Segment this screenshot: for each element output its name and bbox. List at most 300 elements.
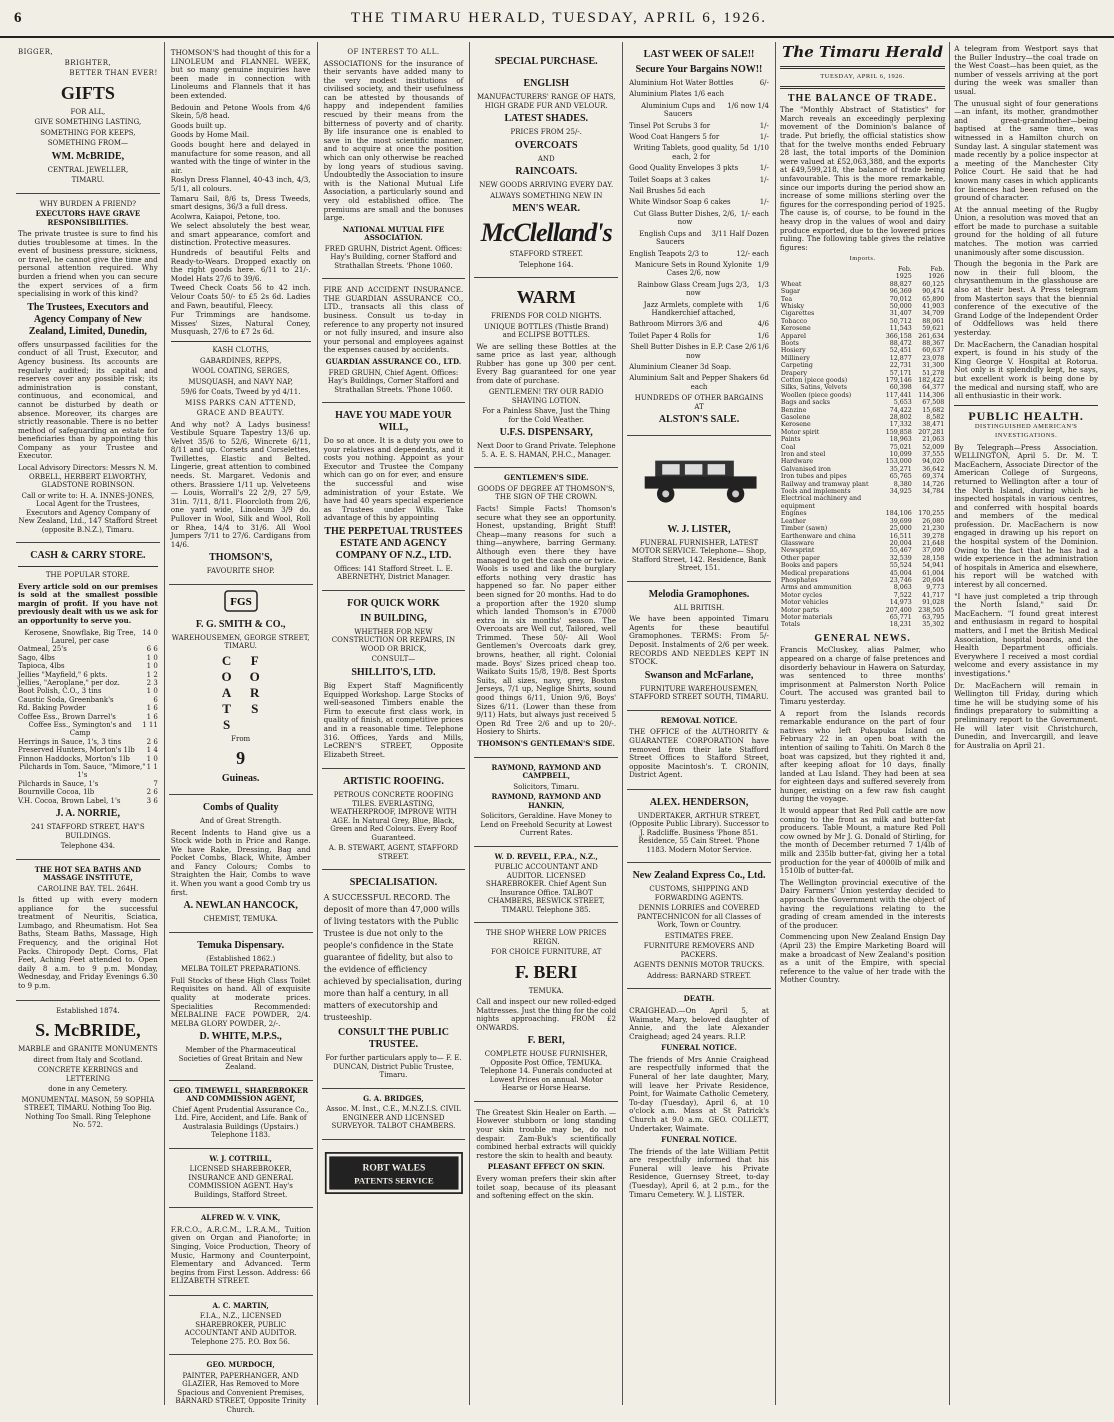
import-item: Other paper <box>780 554 820 562</box>
agents-line: AGENTS DENNIS MOTOR TRUCKS. <box>633 961 765 970</box>
import-value-1925: 5,653 <box>893 399 912 407</box>
fg-letter: S <box>251 700 259 716</box>
import-item: Tobacco <box>780 317 808 325</box>
import-item: Iron and steel <box>780 451 826 459</box>
kash-line: GABARDINES, REPPS, <box>200 356 282 365</box>
import-row <box>780 421 945 428</box>
import-row <box>780 436 945 443</box>
sale-item-price: 3/11 Half Dozen <box>711 229 769 238</box>
import-item: Whisky <box>780 302 805 310</box>
import-value-1926: 65,890 <box>922 295 945 303</box>
sale-item-price: 6/- <box>759 79 769 87</box>
sale-item-name: Cut Glass Butter Dishes, 2/6, now <box>633 209 737 227</box>
bridges-ad <box>322 1089 466 1140</box>
thomsons-gents: THOMSON'S GENTLEMAN'S SIDE. <box>477 739 615 748</box>
shop-heading: THE SHOP WHERE LOW PRICES REIGN. <box>485 929 607 946</box>
thomsons-name: THOMSON'S, <box>209 552 273 564</box>
established: Established 1874. <box>56 1006 120 1015</box>
raincoats-heading: RAINCOATS. <box>515 166 578 177</box>
import-item: Totals <box>780 621 800 629</box>
kash-lines <box>171 346 311 397</box>
import-value-1926: 170,255 <box>918 510 945 518</box>
import-item: Iron tubes and pipes <box>780 473 847 481</box>
fg-smith-name: F. G. SMITH & CO., <box>195 618 286 630</box>
cash-heading: CASH & CARRY STORE. <box>30 550 146 562</box>
temuka-heading: Temuka Dispensary. <box>197 939 285 951</box>
import-value-1925: 179,146 <box>885 376 912 384</box>
import-item: Silks, Satins, Velvets <box>780 384 847 392</box>
import-row <box>780 384 945 391</box>
fg-vertical-letters <box>171 653 311 733</box>
page-columns <box>12 42 1102 1414</box>
martin-text: F.I.A., N.Z., LICENSED SHAREBROKER, PUBLIC ACCOUNTANT AND AUDITOR. Telephone 275. P.O. Box 56. <box>184 1312 297 1346</box>
sale-item-price: 1/3 <box>757 280 769 289</box>
import-value-1926: 238,505 <box>918 606 945 614</box>
import-value-1926: 52,009 <box>922 443 945 451</box>
import-value-1926: 261,634 <box>918 332 945 340</box>
import-value-1925: 207,400 <box>885 606 912 614</box>
col7-text-4: Dr. MacEachern, the Canadian hospital expert, is found in his study of the King George V. Hospital at Rotorua. Not only is it splendidly kept, he says, but excellent work is being done by the medical and nursing staff, who are all enthusiastic in their work. <box>954 339 1099 401</box>
timewell-name: GEO. TIMEWELL, SHAREBROKER AND COMMISSION AGENT, <box>173 1085 309 1104</box>
smcbride-line: MARBLE and GRANITE MONUMENTS <box>18 1045 158 1054</box>
svg-text:PATENTS SERVICE: PATENTS SERVICE <box>353 1175 434 1186</box>
latest-shades: LATEST SHADES. <box>504 113 589 124</box>
import-item: Bags and sacks <box>780 399 830 407</box>
new-goods: NEW GOODS ARRIVING EVERY DAY. <box>479 181 614 189</box>
import-row <box>780 392 945 399</box>
import-value-1925: 18,231 <box>889 621 912 629</box>
norrie-telephone: Telephone 434. <box>60 842 116 851</box>
timewell-ad <box>169 1081 313 1149</box>
import-value-1925: 65,765 <box>889 473 912 481</box>
import-row <box>780 584 945 591</box>
import-value-1926: 61,004 <box>922 569 945 577</box>
building-heading: IN BUILDING, <box>360 612 427 624</box>
henderson-ad <box>627 790 771 864</box>
temuka-ad <box>169 933 313 1081</box>
import-value-1926: 69,374 <box>922 473 945 481</box>
import-value-1926: 28,158 <box>922 554 945 562</box>
column-3 <box>318 42 471 1405</box>
import-value-1925: 50,000 <box>889 302 912 310</box>
import-value-1925: 31,407 <box>889 310 912 318</box>
import-item: Kerosene <box>780 325 811 333</box>
price-row <box>18 746 158 754</box>
import-row <box>780 347 945 354</box>
mcclellands-ad <box>474 42 618 278</box>
import-value-1926: 91,028 <box>922 599 945 607</box>
import-value-1926: 9,773 <box>926 584 945 592</box>
sale-item <box>629 250 769 258</box>
import-value-1926: 23,078 <box>922 354 945 362</box>
melodia-text: We have been appointed Timaru Agents for these beautiful Gramophones. TERMS: From 5/- Deposit. Instalments of 2/6 per week. RECORDS AND NEEDLES KEPT IN STOCK. <box>629 614 769 667</box>
import-value-1925: 153,000 <box>885 458 912 466</box>
import-value-1926: 114,306 <box>918 391 945 399</box>
sale-item-name: Aluminium Salt and Pepper Shakers 6d each <box>629 374 769 391</box>
patents-logo <box>324 1148 464 1198</box>
fg-letter: F <box>250 652 259 668</box>
nz-express-ad <box>627 863 771 989</box>
trustees-ad <box>16 194 160 544</box>
ufs-ad <box>474 278 618 468</box>
import-item: Woollen (piece goods) <box>780 391 852 399</box>
revell-name: W. D. REVELL, F.P.A., N.Z., <box>494 851 598 861</box>
degree-text: Facts! Simple Facts! Thomson's secure what they see an opportunity. Honest, upstanding, Bright Stuff! Cheap—many reasons for such a thing—anywhere, barring Germany. Although even there they have managed to get the cash one or twice. Wools is used and like the burglary efforts nothing very drastic has happened so far. No paper either been signed for 20 months. Had to do a proportion after the 1920 slump which landed Thomson's in £7000 extra in six months' season. The Overcoats are Well cut, Tailored, well Trimmed. These 50/- All Wool Gentlemen's Overcoats dark grey, browns, heather, all right. Colonial made. Boys' Sizes priced cheap too. Waikato Suits 15/8, 19/8. Best Sports Suits, all sizes, navy, grey, Boston Jerseys, 7/1 up, Neglige Shirts, sound good things 6/11, Union 9/6, Boys' Sizes 6/11. (Lower than these from 9/11) Hats, but always just received 5 Open Rd Tree 2/6 and up to 20/-. Hosiery to Shirts. <box>476 503 617 737</box>
import-value-1925: 23,746 <box>889 576 912 584</box>
goods-line: Roslyn Dress Flannel, 40-43 inch, 4/3, 5/11, all colours. <box>170 175 311 193</box>
import-value-1926: 21,648 <box>922 539 945 547</box>
cottrill-ad <box>169 1149 313 1209</box>
revell-text: PUBLIC ACCOUNTANT AND AUDITOR. LICENSED SHAREBROKER. Chief Agent Sun Insurance Office. TALBOT CHAMBERS, BESWICK STREET, TIMARU. Telephone 385. <box>485 863 607 914</box>
price-value: 6 6 <box>146 645 158 654</box>
price-row <box>18 713 158 721</box>
import-row <box>780 414 945 421</box>
import-value-1925: 35,271 <box>889 465 912 473</box>
import-value-1925: 16,511 <box>889 532 912 540</box>
nmla-ad <box>322 42 466 279</box>
pleasant-text: Every woman prefers their skin after toilet soap, because of its pleasant and softening effect on the skin. <box>476 1173 617 1201</box>
price-item: Pilchards in Tom. Sauce, "Mimore," 1's <box>19 763 146 780</box>
import-row <box>780 533 945 540</box>
sale-item-price: 1/10 <box>753 144 769 153</box>
general-text-5: Commencing upon New Zealand Ensign Day (April 23) the Empire Marketing Board will make a broadcast of New Zealand's position as a unit of the Empire, with special reference to the value of her trade with the Mother Country. <box>779 932 946 985</box>
import-value-1925: 8,380 <box>893 480 912 488</box>
gifts-line: SOMETHING FROM— <box>47 139 129 147</box>
goods-line: Tweed Check Coats 56 to 42 inch. Velour Coats 50/- to £5 2s 6d. Ladies and Fawn, beautiful, Fleecy. <box>170 283 311 310</box>
price-value: 1 0 <box>146 754 158 763</box>
price-item: Jellies, "Aeroplane," per doz. <box>18 678 120 687</box>
thomsons-intro: THOMSON'S had thought of this for a LINOLEUM and FLANNEL WEEK, but so many genuine inquiries have been made in connection with Linoleums and Flannels that it has been extended. <box>170 48 311 100</box>
sale-item-name: English Cups and Saucers <box>639 229 702 247</box>
baths-address: CAROLINE BAY. TEL. 264H. <box>37 884 139 893</box>
price-row <box>18 671 158 679</box>
sale-item-name: Manicure Sets in Round Xylonite Cases 2/6, now <box>634 260 752 278</box>
hancock-name: A. NEWLAN HANCOCK, <box>183 900 298 912</box>
funeral-heading-2: FUNERAL NOTICE. <box>661 1135 737 1145</box>
directors: Local Advisory Directors: Messrs N. M. ORBELL, HERBERT ELWORTHY, GLADSTONE ROBINSON. <box>18 464 158 490</box>
price-row <box>18 645 158 653</box>
swanson-text: FURNITURE WAREHOUSEMEN, STAFFORD STREET SOUTH, TIMARU. <box>629 684 769 702</box>
column-5 <box>623 42 776 1405</box>
price-item: Oatmeal, 25's <box>18 645 67 654</box>
raymond2-text: Solicitors, Geraldine. Have Money to Lend on Freehold Security at Lowest Current Rates. <box>480 812 613 837</box>
import-value-1925: 117,441 <box>885 391 912 399</box>
import-value-1926: 60,637 <box>922 347 945 355</box>
will-text: Do so at once. It is a duty you owe to your relatives and dependents, and it costs you nothing. Appoint as your Executor and Trustee the Company which can go on for ever, and ensure the successful and wise administration of your Estate. We have had 40 years special experience as Trustees under Wills. Take advantage of this by appointing <box>323 436 464 523</box>
column-6 <box>776 42 950 1405</box>
overcoats-heading: OVERCOATS <box>514 139 578 151</box>
import-row <box>780 362 945 369</box>
import-value-1926: 90,474 <box>922 288 945 296</box>
sale-item-price: 1/- <box>759 121 769 130</box>
mcbride-town: TIMARU. <box>71 176 105 184</box>
funeral-text: The friends of Mrs Annie Craighead are respectfully informed that the Funeral of her late daughter, Mary, will leave her Private Residence, Point, for Waimate Catholic Cemetery, To-day (Tuesday), April 6, at 10 o'clock a.m. Mass at St Patrick's Church at 9.0 a.m. GEO. COLLETT, Undertaker, Waimate. <box>629 1054 769 1133</box>
goods-line: Goods built up. <box>170 120 227 130</box>
price-item: Caustic Soda, Greenbank's <box>18 695 114 704</box>
import-row <box>780 562 945 569</box>
sale-item-price: 1/- <box>759 198 769 207</box>
mcbride-trade: CENTRAL JEWELLER, <box>47 165 129 174</box>
import-value-1925: 34,925 <box>889 488 912 496</box>
import-item: Motor parts <box>780 606 820 614</box>
column-1 <box>12 42 165 1405</box>
price-value: 1 4 <box>146 746 158 755</box>
price-row <box>18 755 158 763</box>
import-item: Millinery <box>780 354 810 362</box>
bridges-text: Assoc. M. Inst., C.E., M.N.Z.I.S. CIVIL ENGINEER AND LICENSED SURVEYOR. TALBOT CHAMBERS. <box>326 1105 461 1131</box>
removal-heading: REMOVAL NOTICE. <box>660 715 738 725</box>
furniture-line: FURNITURE REMOVERS AND PACKERS. <box>643 942 755 959</box>
warm-sub: FRIENDS FOR COLD NIGHTS. <box>491 312 602 320</box>
import-item: Boots <box>780 339 799 347</box>
temuka-est: (Established 1862.) <box>206 954 276 963</box>
import-value-1926: 31,300 <box>922 362 945 370</box>
import-value-1926: 21,063 <box>922 436 945 444</box>
lister-text: FUNERAL FURNISHER, LATEST MOTOR SERVICE. Telephone— Shop, Stafford Street, 142. Residence, Bank Street, 151. <box>631 538 767 573</box>
shillitos-ad <box>322 591 466 769</box>
combs-sub: And of Great Strength. <box>200 817 282 825</box>
import-value-1926: 182,422 <box>918 376 945 384</box>
mcbride-gifts-ad <box>16 42 160 194</box>
import-value-1926: 34,784 <box>922 488 945 496</box>
funeral-heading: FUNERAL NOTICE. <box>661 1043 737 1053</box>
import-value-1925: 65,771 <box>889 613 912 621</box>
general-news-heading: GENERAL NEWS. <box>814 632 911 644</box>
import-row <box>780 303 945 310</box>
executors-text: The private trustee is sure to find his duties troublesome at times. In the event of business pressure, sickness, or travel, he cannot give the time and personal attention required. Why burden a friend when you can secure the expert services of a firm specialising in work of this kind? <box>18 229 158 299</box>
grace-beauty: GRACE AND BEAUTY. <box>196 409 285 417</box>
import-value-1925: 96,369 <box>889 288 912 296</box>
sale-item <box>629 164 769 172</box>
public-trustee-ad <box>322 870 466 1089</box>
will-heading: HAVE YOU MADE YOUR WILL, <box>335 410 452 434</box>
import-row <box>780 325 945 332</box>
sale-item-price: 1/6 <box>757 331 769 340</box>
guardian-text: FRED GRUHN, Chief Agent. Offices: Hay's Buildings, Corner Stafford and Strathallan Streets. 'Phone 1060. <box>327 368 460 394</box>
import-row <box>780 614 945 621</box>
consult-trustee-text: For further particulars apply to— F. E. DUNCAN, District Public Trustee, Timaru. <box>325 1054 462 1080</box>
imports-heading: Imports. <box>849 255 876 263</box>
import-row <box>780 377 945 384</box>
removal-ad <box>627 711 771 790</box>
white-text: Member of the Pharmaceutical Societies of Great Britain and New Zealand. <box>178 1046 303 1072</box>
import-item: Benzine <box>780 406 807 414</box>
gifts-sub: FOR ALL, <box>70 107 106 116</box>
import-item: Newsprint <box>780 547 815 555</box>
goods-line: We select absolutely the best wear, and smart appearance, comfort and distinction. Protective measures. <box>170 221 311 248</box>
import-row <box>780 473 945 480</box>
import-item: Hosiery <box>780 347 806 355</box>
henderson-name: ALEX. HENDERSON, <box>649 796 749 808</box>
raymond2-name: RAYMOND, RAYMOND AND HANKIN, <box>491 792 601 810</box>
price-row <box>18 788 158 796</box>
column-7 <box>950 42 1102 1405</box>
price-item: Boot Polish, C.O., 3 tins <box>18 687 102 696</box>
fg-vertical-word <box>222 653 232 733</box>
import-row <box>780 599 945 606</box>
import-item: Leather <box>780 517 806 525</box>
import-value-1926: 37,090 <box>922 547 945 555</box>
special-purchase: SPECIAL PURCHASE. <box>494 56 598 67</box>
import-item: Timber (sawn) <box>780 525 828 533</box>
price-row <box>18 629 158 646</box>
secure-heading: Secure Your Bargains NOW!! <box>635 64 763 75</box>
nzex-name: New Zealand Express Co., Ltd. <box>632 870 766 882</box>
skin-ad <box>474 1102 618 1210</box>
shillitos-name: SHILLITO'S, LTD. <box>351 666 436 678</box>
sale-item <box>629 176 769 184</box>
masthead <box>0 0 1114 38</box>
choice-heading: FOR CHOICE FURNITURE, AT <box>491 948 602 956</box>
price-item: V.H. Cocoa, Brown Label, 1's <box>18 796 121 805</box>
import-value-1926: 51,278 <box>922 369 945 377</box>
sale-item-name: Toilet Paper 4 Rolls for <box>629 331 711 340</box>
import-row <box>780 481 945 488</box>
price-item: Tapioca, 4lbs <box>18 662 65 671</box>
sale-item-price: 1/- <box>759 175 769 184</box>
health-text-1: By Telegraph—Press Association. WELLINGTON, April 5. Dr. M. T. MacEachern, Associate Director of the American College of Surgeons, returned to Wellington after a tour of the North Island, during which he inspected hospitals in various centres, and conferred with hospital boards and members of the medical profession. Dr. MacEachern is now engaged in drawing up his report on the hospital system of the Dominion. Owing to the fact that he has had a wide experience in the administration of hospitals in America and elsewhere, his report will be watched with interest by all concerned. <box>954 442 1099 590</box>
import-item: Wheat <box>780 280 802 288</box>
nmla-heading: NATIONAL MUTUAL FIFE ASSOCIATION. <box>342 224 445 243</box>
import-value-1925: 17,332 <box>889 421 912 429</box>
import-value-1925: 75,021 <box>889 443 912 451</box>
guardian-heading: GUARDIAN ASSURANCE CO., LTD. <box>325 357 462 367</box>
henderson-text: UNDERTAKER, ARTHUR STREET, (Opposite Public Library). Successor to J. Radcliffe. Business 'Phone 851. Residence, 55 Cain Street. 'Phone 1183. Modern Motor Service. <box>629 811 769 854</box>
thomsons-ad <box>169 42 313 585</box>
import-value-1926: 41,903 <box>922 302 945 310</box>
smcbride-ad <box>16 1001 160 1138</box>
removal-text: THE OFFICE of the AUTHORITY & GUARANTEE CORPORATION have removed from their late Stafford Street Offices to Stafford Street, opposite Macintosh's. T. CRONIN, District Agent. <box>629 727 769 780</box>
timewell-text: Chief Agent Prudential Assurance Co., Ltd. Fire, Accident, and Life. Bank of Australasia Buildings (Upstairs.) Telephone 1183. <box>172 1105 309 1140</box>
import-value-1926: 60,125 <box>922 280 945 288</box>
popular-heading: THE POPULAR STORE. <box>45 571 130 580</box>
import-value-1925: 45,004 <box>889 569 912 577</box>
smcbride-line: done in any Cemetery. <box>48 1085 128 1094</box>
import-value-1925: 14,973 <box>889 599 912 607</box>
alstons-ad <box>627 42 771 436</box>
fg-smith-logo <box>221 589 261 613</box>
import-value-1925: 28,802 <box>889 414 912 421</box>
import-row <box>780 577 945 584</box>
sale-item-name: Writing Tablets, good quality, 5d each, 2 for <box>633 144 749 161</box>
sale-item <box>629 230 769 247</box>
hundreds-line: HUNDREDS OF OTHER BARGAINS AT <box>634 394 764 411</box>
lister-ad <box>627 436 771 582</box>
favourite-shop: FAVOURITE SHOP. <box>206 567 275 576</box>
gents-side-ad <box>474 468 618 757</box>
sale-item-name: Nail Brushes 5d each <box>629 187 706 196</box>
kash-line: WOOL COATING, SERGES, <box>192 367 290 375</box>
sale-item-price: 1/- <box>759 133 769 142</box>
guardian-intro: FIRE AND ACCIDENT INSURANCE. THE GUARDIAN ASSURANCE CO., LTD., transacts all this class of business. Consult us to-day in reference to any property not insured or not fully insured, and insure also your personal and employees against the expenses caused by accidents. <box>323 285 464 355</box>
import-row <box>780 370 945 377</box>
funeral-text-2: The friends of the late William Pettit are respectfully informed that his Funeral will leave his Private Residence, Guernsey Street, to-day (Tuesday), April 6, at 2 p.m., for the Timaru Cemetery. W. J. LISTER. <box>629 1146 769 1199</box>
fg-letter: S <box>222 716 231 732</box>
combs-ad <box>169 795 313 933</box>
import-item: Paints <box>780 436 801 444</box>
price-item: Jellies "Mayfield," 6 pkts. <box>18 670 108 679</box>
fg-letter: O <box>221 668 232 684</box>
guineas-label: Guineas. <box>221 773 260 784</box>
import-item: Motor vehicles <box>780 599 829 607</box>
price-value: 6 <box>153 695 158 704</box>
beri-name: F. BERI <box>515 961 578 982</box>
nine-value: 9 <box>236 748 246 768</box>
murdoch-text: PAINTER, PAPERHANGER, AND GLAZIER, Has Removed to More Spacious and Convenient Premises, BARNARD STREET, Opposite Trinity Church. <box>175 1371 306 1414</box>
mens-wear: MEN'S WEAR. <box>512 203 581 214</box>
degree-heading: GOODS OF DEGREE AT THOMSON'S, THE SIGN OF THE CROWN. <box>477 484 615 502</box>
import-value-1925: 60,398 <box>889 384 912 392</box>
price-value: 1 0 <box>146 653 158 662</box>
smcbride-footer: MONUMENTAL MASON, 59 SOPHIA STREET, TIMARU. Nothing Too Big. Nothing Too Small. Ring Telephone No. 572. <box>21 1095 155 1130</box>
import-item: Earthenware and china <box>780 532 856 540</box>
price-row <box>18 679 158 687</box>
cash-carry-ad <box>16 543 160 860</box>
import-value-1925: 88,472 <box>889 339 912 347</box>
import-value-1925: 70,012 <box>889 295 912 303</box>
import-value-1925: 10,099 <box>889 451 912 459</box>
price-value: 1 0 <box>146 687 158 696</box>
import-row <box>780 495 945 510</box>
import-row <box>780 451 945 458</box>
sale-item <box>629 374 769 391</box>
executors-heading: EXECUTORS HAVE GRAVE RESPONSIBILITIES. <box>35 209 141 227</box>
import-item: Drapery <box>780 369 808 377</box>
import-value-1925: 50,712 <box>889 317 912 325</box>
gifts-line: SOMETHING FOR KEEPS, <box>40 128 136 137</box>
painless-line: For a Painless Shave, Just the Thing for the Cold Weather. <box>482 407 611 424</box>
goods-lines <box>171 104 311 337</box>
import-value-1926: 14,726 <box>922 480 945 488</box>
svg-text:FGS: FGS <box>229 595 252 608</box>
editorial-date: TUESDAY, APRIL 6, 1926. <box>820 73 905 80</box>
import-item: Apparel <box>780 332 807 340</box>
import-row <box>780 288 945 295</box>
sale-item-price: 4/6 <box>757 320 769 329</box>
fg-letter: C <box>221 652 232 668</box>
import-item: Tools and implements <box>780 488 851 496</box>
combs-text: Recent Indents to Hand give us a Stock wide both in Price and Range. We have Rake, Dressing, Bag and Pocket Combs, Black, White, Amber and Fancy Colours; Combs to Straighten the Hair, Combs to wave it. When you want a good Comb try us first. <box>170 827 311 897</box>
health-text-3: Dr. MacEachern will remain in Wellington till Friday, during which time he will be studying some of his findings preparatory to submitting a preliminary report to the Government. He will later visit Christchurch, Dunedin, and Invercargill, and leave for Australia on April 21. <box>954 680 1099 750</box>
import-value-1925: 22,731 <box>889 362 912 370</box>
baths-heading: THE HOT SEA BATHS AND MASSAGE INSTITUTE, <box>34 864 142 883</box>
vink-text: F.R.C.O., A.R.C.M., L.R.A.M., Tuition given on Organ and Pianoforte; in Singing, Voice Production, Theory of Music, Harmony and Counterpoint, Elementary and Advanced. Term begins from First Lesson. Address: 66 ELIZABETH STREET. <box>170 1224 311 1286</box>
masthead-title: THE TIMARU HERALD, TUESDAY, APRIL 6, 1926. <box>350 9 767 26</box>
import-row <box>780 592 945 599</box>
price-row <box>18 738 158 746</box>
roofing-text: PETROUS CONCRETE ROOFING TILES. EVERLASTING, WEATHERPROOF, IMPROVE WITH AGE. In Natural Grey, Blue, Black, Green and Red Colours. Every Roof Guaranteed. <box>330 791 457 842</box>
thomsons-text: And why not? A Ladys business! Vestibule Square Tapestry 13/6 up. Velvet 35/6 to 52/6, Wincrete 6/11, 8/11 and up. Corsets and Corselettes, Twillettes, Elastic and Belted. Lingerie, great attention to combined needs. St. Margaret. Vedonis and others. Brassiere 1/11 up. Velveteens — Louis, Worrall's 22 2/9, 27 5/9, 31in. 7/11, 8/11. Floorcloth from 2/6, one yard wide, Linoleum 3/9 do. Pullover in Wool, Silk and Wool, Roll or Rhea, 14/4 to 31/6. All Wool Jumpers 7/11 to 27/6. Cardigans from 14/6. <box>170 419 311 549</box>
health-sub: DISTINGUISHED AMERICAN'S INVESTIGATIONS. <box>974 423 1078 439</box>
smcbride-line: direct from Italy and Scotland. <box>33 1055 143 1064</box>
import-value-1925: 159,858 <box>885 428 912 436</box>
price-value: 1 6 <box>146 704 158 713</box>
price-value: 2 6 <box>146 788 158 797</box>
import-row <box>780 296 945 303</box>
lister-name: W. J. LISTER, <box>667 523 731 535</box>
price-row <box>18 654 158 662</box>
price-row <box>18 721 158 738</box>
col7-text-2: At the annual meeting of the Rugby Union, a resolution was moved that an effort be made to purchase a suitable ground for the holding of all future matches. The motion was carried unanimously after some discussion. <box>954 204 1099 257</box>
sale-item-name: Good Quality Envelopes 3 pkts <box>629 164 739 173</box>
price-value: 1 6 <box>146 712 158 721</box>
import-value-1925: 25,000 <box>889 525 912 533</box>
will-ad <box>322 403 466 591</box>
import-value-1926: 94,020 <box>922 458 945 466</box>
specialisation-text: A SUCCESSFUL RECORD. The deposit of more than 47,000 wills of living testators with the Public Trustee is due not only to the people's confidence in the State guarantee of fidelity, but also to the evidence of efficiency achieved by specialisation, during more than half a century, in all matters of executorship and trusteeship. <box>323 893 462 1023</box>
nmla-text: FRED GRUHN, District Agent. Offices: Hay's Building, corner Stafford and Strathallan Streets. 'Phone 1060. <box>324 244 463 270</box>
import-value-1926: 39,278 <box>922 532 945 540</box>
